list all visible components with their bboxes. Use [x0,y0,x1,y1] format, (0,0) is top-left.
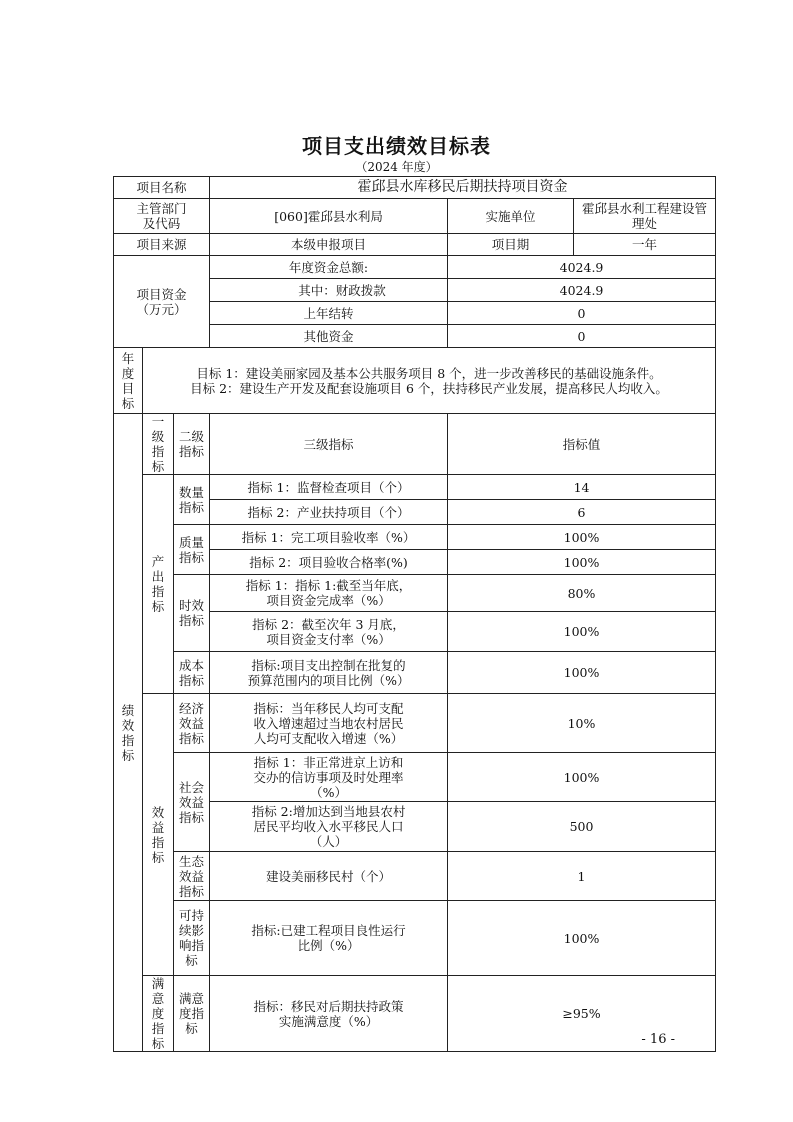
label-period: 项目期 [448,234,574,256]
row-source [114,234,716,256]
indicator-value: 80% [448,575,716,612]
label-impl-unit: 实施单位 [448,199,574,234]
indicator-name: 指标 2：产业扶持项目（个） [210,500,448,525]
indicator-value: 100% [448,550,716,575]
indicator-name: 指标：移民对后期扶持政策 实施满意度（%） [210,976,448,1052]
indicator-name: 指标 1：非正常进京上访和 交办的信访事项及时处理率 （%） [210,753,448,802]
funds-fiscal-value: 4024.9 [448,279,716,302]
label-funds: 项目资金 （万元） [114,256,210,348]
impl-unit-value: 霍邱县水利工程建设管 理处 [574,199,716,234]
indicator-name: 指标:已建工程项目良性运行 比例（%） [210,901,448,976]
funds-total-label: 年度资金总额: [210,256,448,279]
subgroup-time: 时效 指标 [174,575,210,652]
table-row [114,852,716,901]
subgroup-cost: 成本 指标 [174,652,210,694]
group-satisfaction: 满意 度指 标 [143,976,174,1052]
indicator-name: 指标 2:增加达到当地县农村 居民平均收入水平移民人口 （人） [210,802,448,852]
indicator-value: 6 [448,500,716,525]
dept-code-value: [060]霍邱县水利局 [210,199,448,234]
subgroup-economic: 经济 效益 指标 [174,694,210,753]
row-annual-goals [114,348,716,414]
project-name-value: 霍邱县水库移民后期扶持项目资金 [210,177,716,199]
row-funds-total [114,256,716,279]
group-benefit: 效益 指标 [143,694,174,976]
header-level2: 二级 指标 [174,414,210,475]
source-value: 本级申报项目 [210,234,448,256]
subgroup-sustainable: 可持 续影 响指 标 [174,901,210,976]
row-dept [114,199,716,234]
indicator-value: ≥95% [448,976,716,1052]
row-indicator-header [114,414,716,475]
subgroup-ecological: 生态 效益 指标 [174,852,210,901]
header-level1: 一级 指标 [143,414,174,475]
indicator-value: 14 [448,475,716,500]
page-title: 项目支出绩效目标表 [302,134,491,158]
indicator-name: 指标 1：监督检查项目（个） [210,475,448,500]
goal-1: 目标 1：建设美丽家园及基本公共服务项目 8 个，进一步改善移民的基础设施条件。 [196,365,662,381]
subgroup-satisfaction: 满意 度指 标 [174,976,210,1052]
indicator-value: 100% [448,612,716,652]
label-annual-goal: 年 度 目 标 [114,348,143,414]
indicator-name: 指标 1：指标 1:截至当年底， 项目资金完成率（%） [210,575,448,612]
indicator-value: 100% [448,652,716,694]
label-source: 项目来源 [114,234,210,256]
indicator-value: 100% [448,901,716,976]
indicator-name: 建设美丽移民村（个） [210,852,448,901]
indicator-value: 100% [448,753,716,802]
table-row [114,652,716,694]
page-subtitle: （2024 年度） [355,160,438,174]
funds-fiscal-label: 其中：财政拨款 [210,279,448,302]
table-row [114,976,716,1052]
indicator-name: 指标:项目支出控制在批复的 预算范围内的项目比例（%） [210,652,448,694]
indicator-name: 指标 2：截至次年 3 月底， 项目资金支付率（%） [210,612,448,652]
funds-carry-label: 上年结转 [210,302,448,325]
table-row [114,475,716,500]
header-value: 指标值 [448,414,716,475]
label-perf-indicator: 绩 效 指 标 [114,414,143,1052]
indicator-value: 1 [448,852,716,901]
table-row [114,901,716,976]
funds-other-label: 其他资金 [210,325,448,348]
indicator-value: 500 [448,802,716,852]
table-row [114,753,716,802]
indicator-name: 指标 1：完工项目验收率（%） [210,525,448,550]
group-output: 产出 指标 [143,475,174,694]
goal-2: 目标 2：建设生产开发及配套设施项目 6 个，扶持移民产业发展，提高移民人均收入。 [190,380,668,396]
period-value: 一年 [574,234,716,256]
page-number: - 16 - [641,1032,675,1047]
funds-other-value: 0 [448,325,716,348]
subgroup-quality: 质量 指标 [174,525,210,575]
header-level3: 三级指标 [210,414,448,475]
indicator-value: 10% [448,694,716,753]
label-dept: 主管部门 及代码 [114,199,210,234]
funds-carry-value: 0 [448,302,716,325]
subgroup-quantity: 数量 指标 [174,475,210,525]
indicator-name: 指标：当年移民人均可支配 收入增速超过当地农村居民 人均可支配收入增速（%） [210,694,448,753]
table-row [114,575,716,612]
indicator-name: 指标 2：项目验收合格率(%) [210,550,448,575]
funds-total-value: 4024.9 [448,256,716,279]
subgroup-social: 社会 效益 指标 [174,753,210,852]
annual-goals-text [143,348,716,414]
row-project-name [114,177,716,199]
table-row [114,694,716,753]
label-project-name: 项目名称 [114,177,210,199]
table-row [114,525,716,550]
indicator-value: 100% [448,525,716,550]
performance-table [113,176,716,1052]
